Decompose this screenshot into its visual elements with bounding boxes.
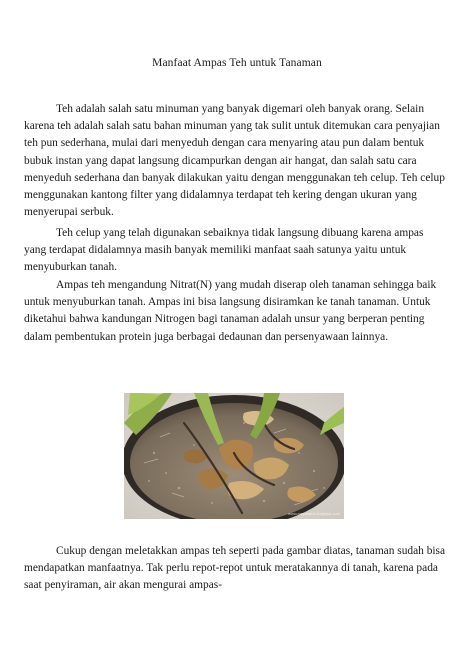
paragraph-1: Teh adalah salah satu minuman yang banyak digemari oleh banyak orang. Selain karena teh adalah salah satu bahan minuman yang tak sulit untuk ditemukan cara penyajian teh pun sederhana, mulai dari menyeduh dengan cara menyaring atau pun dalam bentuk bubuk instan yang dapat langsung dicampurkan dengan air hangat, dan salah satu cara menyeduh sederhana dan banyak dilakukan yaitu dengan menggunakan teh celup. Teh celup menggunakan kantong filter yang didalamnya terdapat teh kering dengan ukuran yang menyerupai serbuk. (24, 103, 445, 219)
plant-pot-illustration (124, 393, 344, 519)
plant-pot-photo (124, 393, 344, 519)
paragraph-4: Cukup dengan meletakkan ampas teh seperti pada gambar diatas, tanaman sudah bisa mendapatkan manfaatnya. Tak perlu repot-repot untuk meratakannya di tanah, karena pada saat penyiraman, air akan mengurai ampas- (24, 545, 446, 592)
paragraph-3: Ampas teh mengandung Nitrat(N) yang mudah diserap oleh tanaman sehingga baik untuk menyuburkan tanah. Ampas ini bisa langsung disiramkan ke tanah tanaman. Untuk diketahui bahwa kandungan Nitrogen bagi tanaman adalah unsur yang berperan penting dalam pembentukan protein juga berbagai dedaunan dan persenyawaan lainnya. (24, 279, 437, 343)
page-title: Manfaat Ampas Teh untuk Tanaman (152, 57, 322, 69)
photo-watermark: www.ampasteh.blogspot.com (287, 511, 340, 516)
paragraph-2: Teh celup yang telah digunakan sebaiknya tidak langsung dibuang karena ampas yang terdapat didalamnya masih banyak memiliki manfaat saah satunya yaitu untuk menyuburkan tanah. (24, 227, 424, 274)
